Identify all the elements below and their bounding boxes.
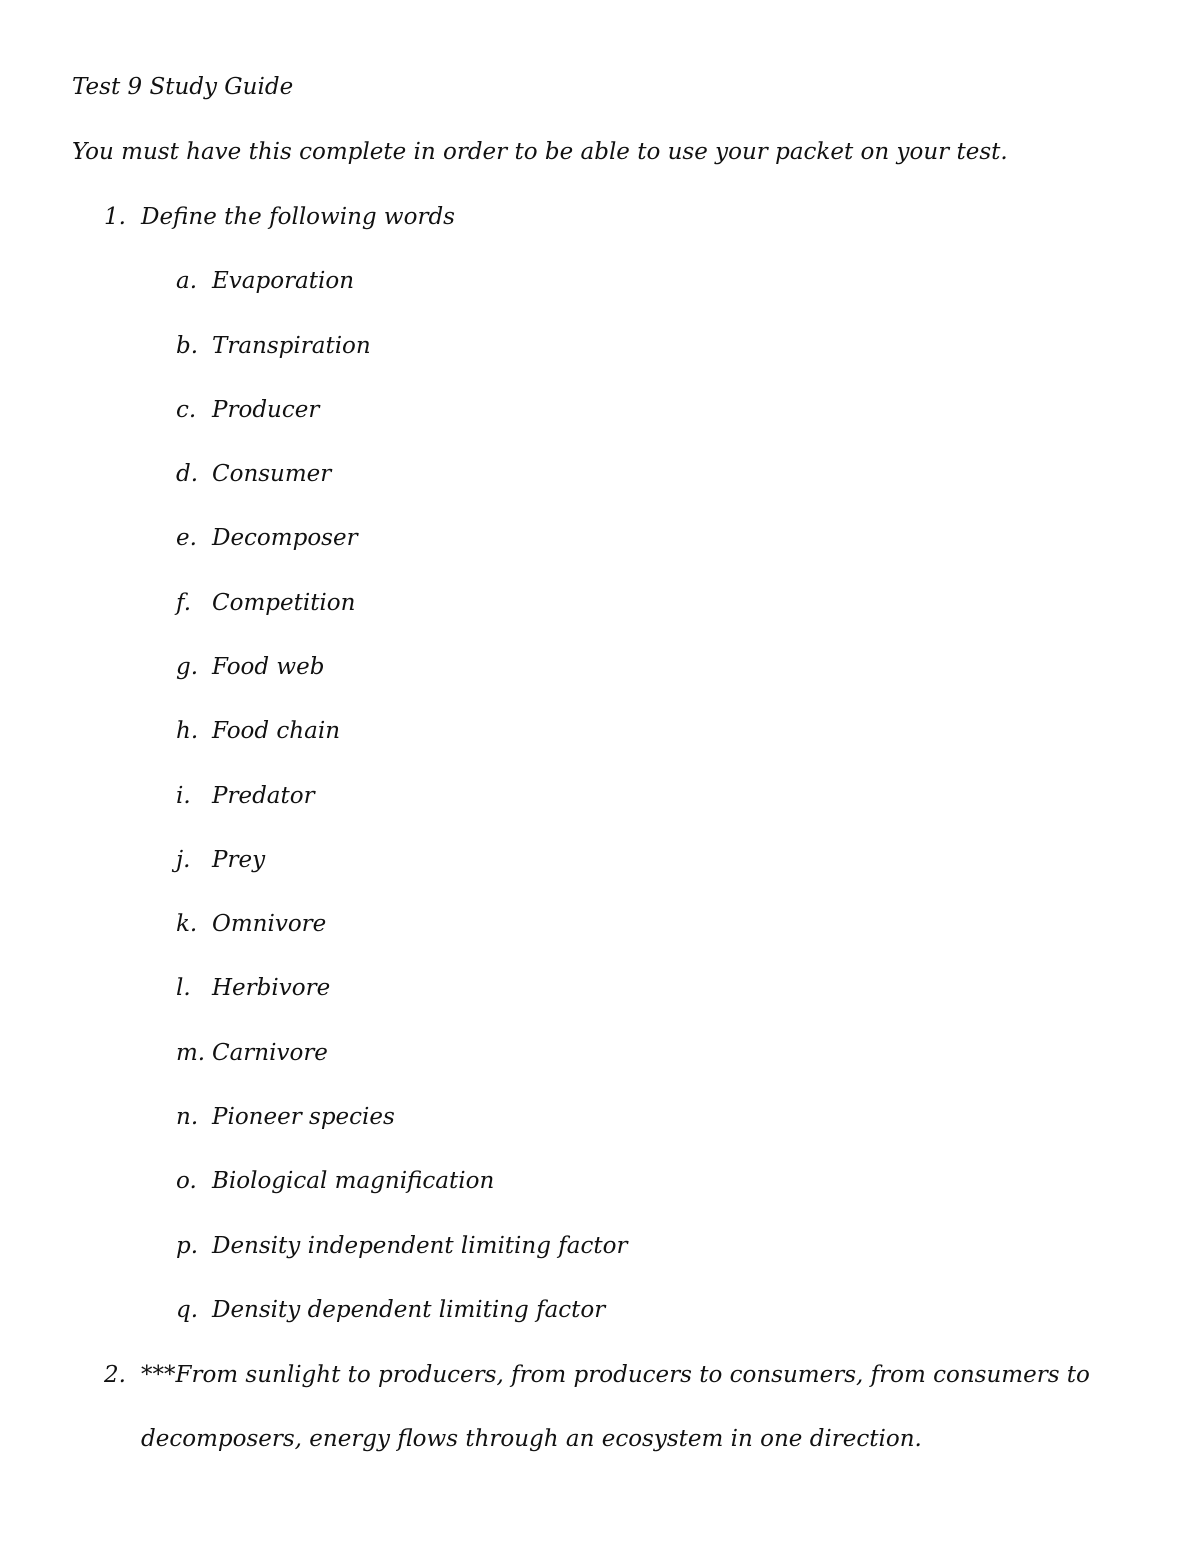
question-number: 2. — [104, 1362, 126, 1388]
term-label: Producer — [212, 397, 320, 423]
question-number: 1. — [104, 204, 126, 230]
term-label: Transpiration — [212, 333, 371, 359]
term-label: Herbivore — [212, 975, 331, 1001]
term-letter: d. — [176, 461, 199, 487]
term-letter: m. — [176, 1040, 206, 1066]
term-label: Pioneer species — [212, 1104, 395, 1130]
term-label: Competition — [212, 590, 356, 616]
term-letter: p. — [176, 1233, 199, 1259]
term-letter: c. — [176, 397, 197, 423]
question-text-line-2: decomposers, energy flows through an ecosystem in one direction. — [141, 1426, 922, 1452]
term-letter: o. — [176, 1168, 197, 1194]
term-label: Biological magnification — [212, 1168, 495, 1194]
question-text-line-1: ***From sunlight to producers, from producers to consumers, from consumers to — [141, 1362, 1090, 1388]
term-letter: n. — [176, 1104, 199, 1130]
term-letter: f. — [176, 590, 192, 616]
term-label: Density dependent limiting factor — [212, 1297, 606, 1323]
term-label: Decomposer — [212, 525, 358, 551]
term-label: Food web — [212, 654, 325, 680]
instructions: You must have this complete in order to be able to use your packet on your test. — [72, 139, 1008, 165]
term-letter: h. — [176, 718, 199, 744]
term-letter: b. — [176, 333, 199, 359]
question-text: Define the following words — [141, 204, 455, 230]
term-letter: q. — [176, 1297, 199, 1323]
term-letter: k. — [176, 911, 198, 937]
term-letter: i. — [176, 783, 191, 809]
term-label: Omnivore — [212, 911, 327, 937]
term-label: Predator — [212, 783, 315, 809]
term-letter: j. — [176, 847, 191, 873]
term-letter: g. — [176, 654, 199, 680]
term-label: Consumer — [212, 461, 332, 487]
term-label: Carnivore — [212, 1040, 328, 1066]
term-letter: a. — [176, 268, 198, 294]
term-label: Prey — [212, 847, 266, 873]
document-title: Test 9 Study Guide — [72, 74, 294, 100]
term-label: Food chain — [212, 718, 341, 744]
term-letter: e. — [176, 525, 197, 551]
term-label: Evaporation — [212, 268, 355, 294]
term-label: Density independent limiting factor — [212, 1233, 628, 1259]
term-letter: l. — [176, 975, 191, 1001]
